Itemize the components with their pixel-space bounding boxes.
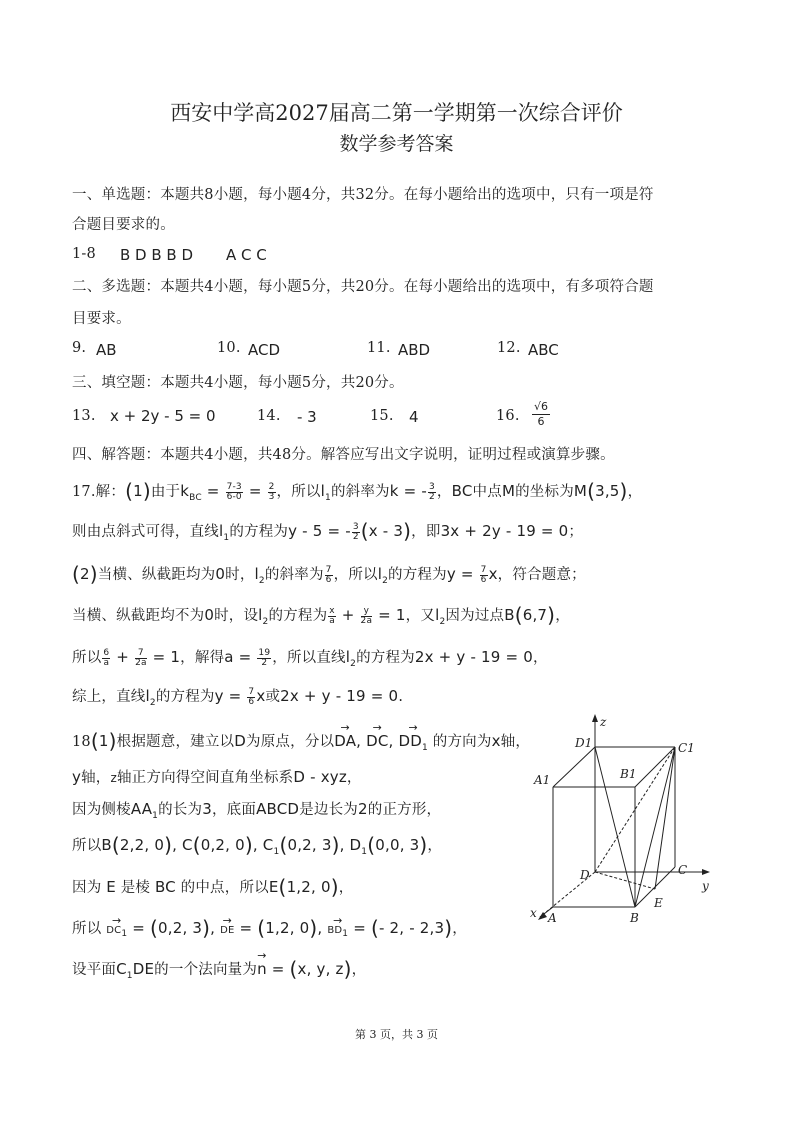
- q18-line5: 因为 E 是棱 BC 的中点，所以E(1,2, 0)，: [72, 875, 354, 899]
- q12-num: 12.: [497, 340, 521, 356]
- q17-text: 由于: [150, 484, 181, 500]
- cuboid-figure: [520, 712, 720, 927]
- q12-answer: ABC: [528, 341, 559, 359]
- q17-text: 的方程为: [356, 650, 415, 666]
- q16-num: 16.: [496, 408, 520, 424]
- fig-label-B1: B1: [620, 767, 637, 781]
- q18-text: 是边长为: [299, 802, 358, 818]
- sec1-answers2: A C C: [226, 246, 267, 264]
- q18-text: 根据题意，建立以: [116, 734, 235, 750]
- q18-text: 设平面: [72, 962, 117, 978]
- fig-label-E: E: [654, 896, 663, 910]
- q18-text: 的一个法向量为: [154, 962, 258, 978]
- sec4-line1: 四、解答题：本题共4小题，共48分。解答应写出文字说明，证明过程或演算步骤。: [72, 447, 615, 463]
- q17-text: 符合题意；: [512, 567, 586, 583]
- q17-text: 的斜率为: [264, 567, 324, 583]
- q17-text: 所以: [291, 484, 321, 500]
- q17-text: 解得: [194, 650, 225, 666]
- q18-text: 的中点，所以: [180, 880, 269, 896]
- q17-text: 时，设: [214, 608, 259, 624]
- q17-label: 17.解：: [72, 484, 126, 500]
- q17-text: 的方程为: [155, 689, 215, 705]
- q16-denominator: 6: [537, 415, 545, 428]
- sec1-line1: 一、单选题：本题共8小题，每小题4分，共32分。在每小题给出的选项中，只有一项是符: [72, 187, 654, 203]
- fig-label-C1: C1: [678, 741, 695, 755]
- q17-text: 时，: [225, 567, 255, 583]
- q17-line5: 所以 $\frac{6}{a}$ + $\frac{7}{2a}$ = 1，解得a = $\frac{19}{2}$ ，所以直线$l_2$的方程为2x + y - 19 = 0，: [72, 647, 548, 669]
- q18-text: 因为: [72, 880, 102, 896]
- q17-text: 的坐标为: [515, 484, 574, 500]
- fig-label-D1: D1: [575, 736, 593, 750]
- q9-answer: AB: [96, 341, 117, 359]
- q17-text: 所以: [348, 567, 378, 583]
- page-subtitle: 数学参考答案: [339, 133, 454, 155]
- q17-line2: 则由点斜式可得，直线$l_1$的方程为y - 5 = - $\frac{3}{2}$ (x - 3)，即3x + 2y - 19 = 0；: [72, 519, 584, 543]
- q17-text: 则由点斜式可得，直线: [72, 524, 219, 540]
- page-title: 西安中学高2027届高二第一学期第一次综合评价: [170, 101, 623, 125]
- q17-line1: 17.解：(1)由于$k_{BC}$ = $\frac{7-3}{6-0}$ = $\frac{2}{3}$ ，所以$l_1$的斜率为k = - $\frac{3}{2}$ ，BC中点M的坐标为M(3,5)，: [72, 479, 643, 503]
- q18-line7: 设平面$C_1DE$的一个法向量为→ n = (x, y, z)，: [72, 957, 366, 981]
- q16-answer: [532, 400, 550, 429]
- q18-text: 的方向为: [432, 734, 492, 750]
- q17-text: 的方程为: [268, 608, 328, 624]
- q18-text: 因为侧棱: [72, 802, 131, 818]
- sec1-line2: 合题目要求的。: [72, 217, 175, 233]
- q17-text: 当横、纵截距均为: [97, 567, 216, 583]
- q10-answer: ACD: [248, 341, 281, 359]
- q9-num: 9.: [72, 340, 87, 356]
- fig-label-D: D: [580, 868, 590, 882]
- q18-text: 轴正方向得空间直角坐标系: [116, 770, 294, 786]
- fig-label-A1: A1: [534, 773, 551, 787]
- fig-label-B: B: [630, 911, 639, 925]
- q18-line3: 因为侧棱$AA_1$的长为3，底面ABCD是边长为2的正方形，: [72, 800, 442, 821]
- q18-label: 18: [72, 734, 91, 750]
- fig-label-A: A: [548, 911, 557, 925]
- q17-text: 的方程为: [229, 524, 289, 540]
- q18-line6: 所以 → $DC_1 = (0,2$, 3), → DE = (1,2, 0), → $BD_1$ = (- 2, - 2,3)，: [72, 916, 467, 940]
- q17-text: 所以直线: [286, 650, 346, 666]
- q18-line2: y轴，z轴正方向得空间直角坐标系D - xyz，: [72, 768, 362, 786]
- q17-text: 又: [420, 608, 436, 624]
- q18-text: 所以: [72, 921, 102, 937]
- q18-line1: 18(1)根据题意，建立以D为原点，分以→ DA, → DC, → $DD_1$ 的方向为x轴，: [72, 729, 530, 753]
- q17-text: 因为过点: [445, 608, 505, 624]
- q18-text: 所以: [72, 838, 102, 854]
- q15-answer: 4: [409, 408, 419, 426]
- q16-numerator: √6: [534, 400, 549, 413]
- q17-line4: 当横、纵截距均不为0时，设$l_2$的方程为 $\frac{x}{a}$ + $\frac{y}{2a}$ = 1，又$l_2$因为过点B(6,7)，: [72, 603, 570, 627]
- sec1-range: 1-8: [72, 246, 96, 262]
- q18-text: 的正方形，: [367, 802, 442, 818]
- sec2-line2: 目要求。: [72, 311, 131, 327]
- q14-num: 14.: [257, 408, 281, 424]
- q17-text: 中点: [472, 484, 502, 500]
- q11-answer: ABD: [398, 341, 431, 359]
- q17-line6: 综上，直线$l_2$的方程为y = $\frac{7}{6}$ x或2x + y - 19 = 0.: [72, 686, 404, 708]
- q14-answer: - 3: [297, 408, 317, 426]
- q10-num: 10.: [217, 340, 241, 356]
- q18-text: 的长为: [158, 802, 203, 818]
- fig-label-y: y: [702, 879, 709, 893]
- q17-line3: (2)当横、纵截距均为0时，$l_2$的斜率为 $\frac{7}{6}$ ，所以$l_2$的方程为y = $\frac{7}{6}$ x，符合题意；: [72, 562, 586, 586]
- page-footer: 第 3 页，共 3 页: [355, 1028, 438, 1041]
- q17-text: 所以: [72, 650, 102, 666]
- q17-text: 的方程为: [388, 567, 447, 583]
- q17-text: 或: [265, 689, 281, 705]
- q11-num: 11.: [367, 340, 391, 356]
- q18-text: 轴，: [81, 770, 111, 786]
- q18-text: 为原点，分以: [246, 734, 335, 750]
- fig-label-x: x: [530, 906, 537, 920]
- q17-text: 即: [425, 524, 441, 540]
- sec2-line1: 二、多选题：本题共4小题，每小题5分，共20分。在每小题给出的选项中，有多项符合题: [72, 279, 654, 295]
- q17-text: 综上，直线: [72, 689, 146, 705]
- q17-text: 的斜率为: [330, 484, 390, 500]
- q18-line4: 所以B(2,2, 0), C(0,2, 0), $C_1(0,2$, 3), $D_1(0,0$, 3)，: [72, 833, 443, 857]
- sec3-line1: 三、填空题：本题共4小题，每小题5分，共20分。: [72, 375, 404, 391]
- q17-text: 当横、纵截距均不为: [72, 608, 205, 624]
- sec1-answers: B D B B D: [120, 246, 194, 264]
- q18-text: 是棱: [120, 880, 151, 896]
- fig-label-z: z: [600, 715, 607, 729]
- q13-num: 13.: [72, 408, 96, 424]
- fig-label-C: C: [678, 863, 688, 877]
- q13-answer: x + 2y - 5 = 0: [110, 407, 216, 425]
- q18-text: ，底面: [211, 802, 257, 818]
- q15-num: 15.: [370, 408, 394, 424]
- q18-text: 轴，: [500, 734, 531, 750]
